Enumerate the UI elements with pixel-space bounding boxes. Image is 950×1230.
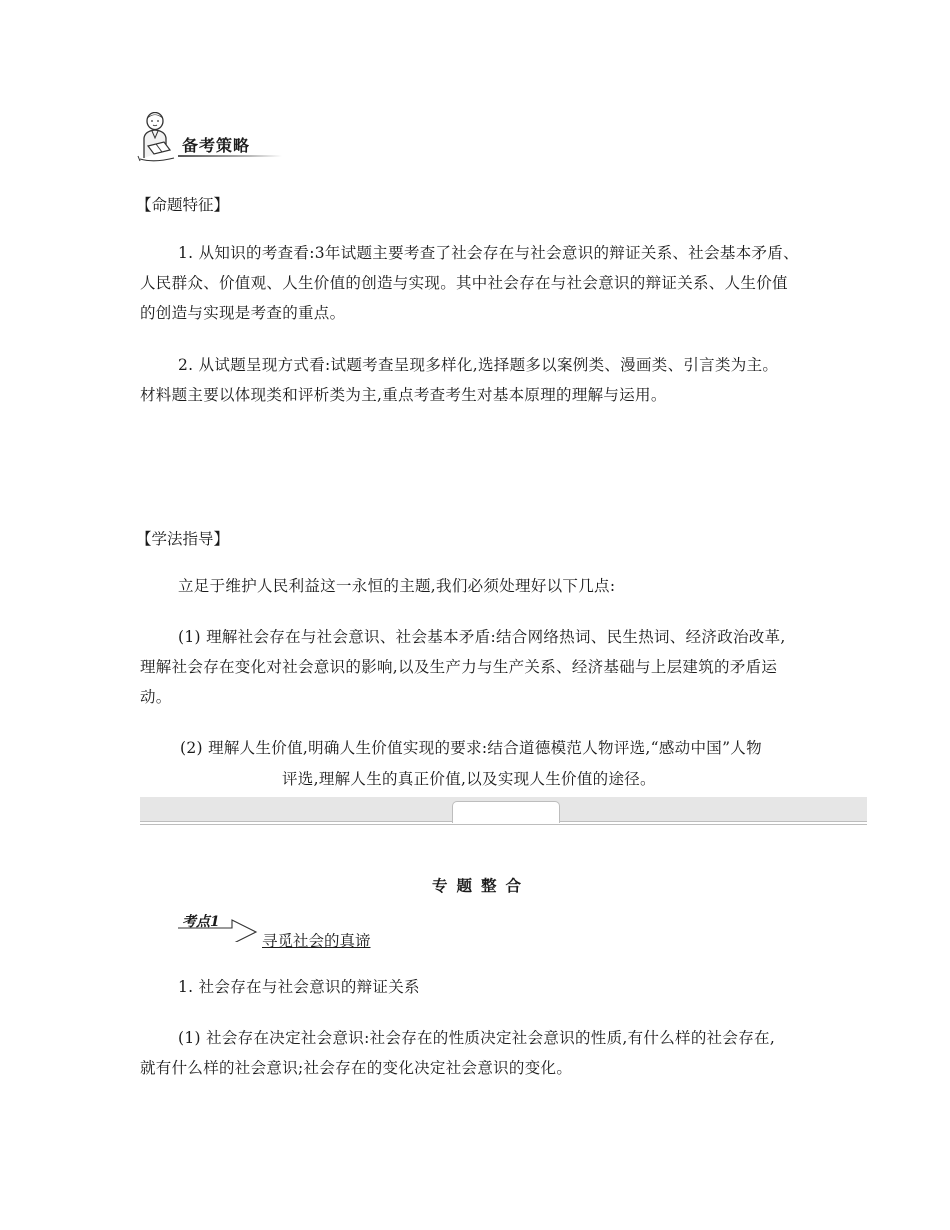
section-sub1-line2: 就有什么样的社会意识;社会存在的变化决定社会意识的变化。	[140, 1059, 573, 1077]
divider-tab	[452, 801, 560, 823]
kaodian-marker	[176, 908, 266, 944]
arrow-right-icon	[176, 908, 258, 942]
section-sub1-line1: (1) 社会存在决定社会意识:社会存在的性质决定社会意识的性质,有什么样的社会存在,	[178, 1029, 776, 1047]
method-heading: 【学法指导】	[136, 530, 230, 548]
feature-item1-line2: 人民群众、价值观、人生价值的创造与实现。其中社会存在与社会意识的辩证关系、人生价值	[140, 274, 788, 292]
feature-item2-line1: 2. 从试题呈现方式看:试题考查呈现多样化,选择题多以案例类、漫画类、引言类为主。	[178, 356, 779, 374]
kaodian-label: 考点1	[182, 914, 220, 930]
section-title: 专题整合	[432, 876, 531, 895]
reading-student-icon	[134, 112, 178, 164]
section-point1: 1. 社会存在与社会意识的辩证关系	[178, 978, 420, 996]
method-item2-line2: 评选,理解人生的真正价值,以及实现人生价值的途径。	[282, 770, 656, 788]
method-item1-line2: 理解社会存在变化对社会意识的影响,以及生产力与生产关系、经济基础与上层建筑的矛盾运	[140, 658, 778, 676]
method-item1-line3: 动。	[140, 688, 172, 706]
feature-heading: 【命题特征】	[136, 196, 230, 214]
method-item2-line1: (2) 理解人生价值,明确人生价值实现的要求:结合道德模范人物评选,“感动中国”人物	[180, 739, 762, 757]
kaodian-link[interactable]: 寻觅社会的真谛	[262, 932, 371, 950]
banner	[134, 112, 284, 164]
feature-item1-line1: 1. 从知识的考查看:3年试题主要考查了社会存在与社会意识的辩证关系、社会基本矛盾、	[178, 244, 799, 262]
banner-title: 备考策略	[182, 136, 251, 155]
divider-line	[140, 824, 867, 825]
method-intro: 立足于维护人民利益这一永恒的主题,我们必须处理好以下几点:	[178, 577, 616, 595]
method-item1-line1: (1) 理解社会存在与社会意识、社会基本矛盾:结合网络热词、民生热词、经济政治改革,	[178, 628, 786, 646]
feature-item2-line2: 材料题主要以体现类和评析类为主,重点考查考生对基本原理的理解与运用。	[140, 386, 667, 404]
banner-underline	[178, 155, 282, 157]
feature-item1-line3: 的创造与实现是考查的重点。	[140, 304, 346, 322]
